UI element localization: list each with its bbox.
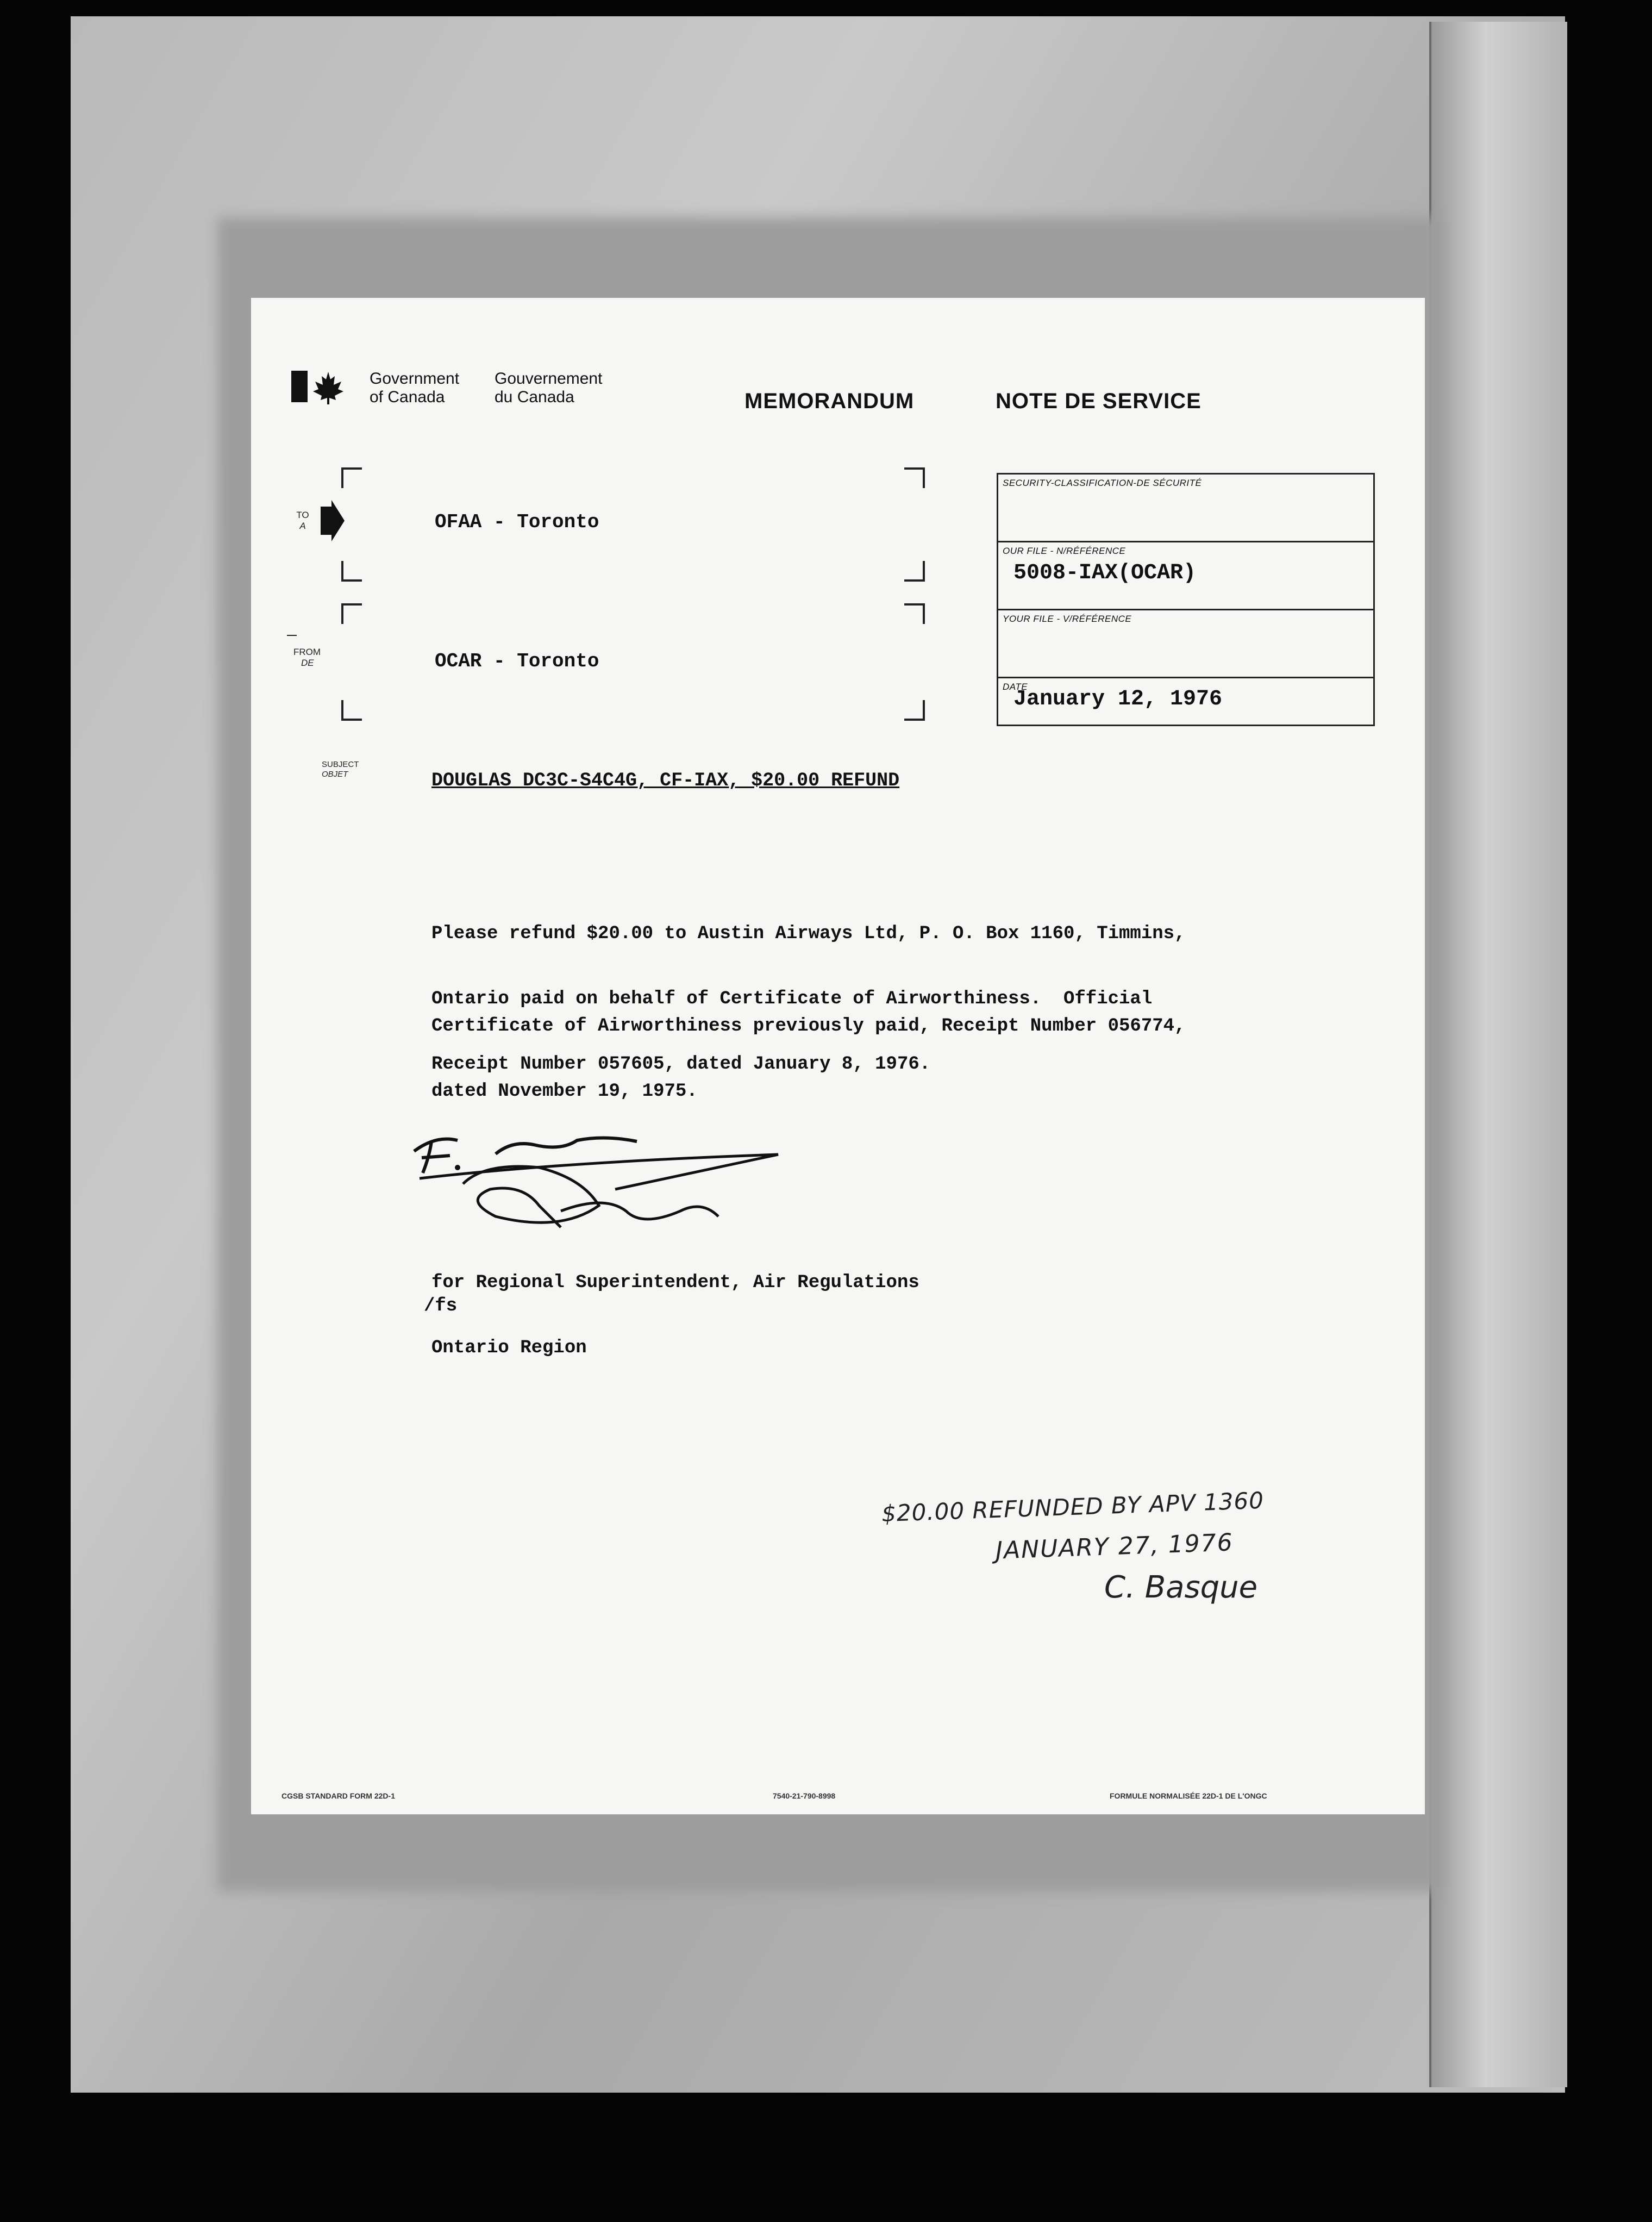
from-bracket-tr [904,603,925,624]
footer-left: CGSB STANDARD FORM 22D-1 [281,1792,395,1800]
para1-line1: Please refund $20.00 to Austin Airways Ltd, P. O. Box 1160, Timmins, [431,923,1186,944]
memo-title-fr: NOTE DE SERVICE [996,389,1202,413]
from-dash [287,635,297,636]
to-arrow-icon [321,500,345,544]
signature-for-line2: Ontario Region [431,1338,587,1358]
signature-for-line1: for Regional Superintendent, Air Regulations [431,1272,919,1293]
to-bracket-br [904,561,925,582]
to-label-fr: A [299,521,306,531]
from-bracket-br [904,700,925,721]
govt-fr-line2: du Canada [495,388,574,406]
security-label: SECURITY-CLASSIFICATION-DE SÉCURITÉ [1003,478,1202,488]
footer-right: FORMULE NORMALISÉE 22D-1 DE L'ONGC [1110,1792,1267,1800]
to-value: OFAA - Toronto [435,511,599,533]
to-bracket-tl [341,467,362,488]
to-bracket-tr [904,467,925,488]
memo-sheet [251,298,1425,1814]
reference-box [997,473,1375,726]
para2-line2: dated November 19, 1975. [431,1081,698,1102]
your-file-cell [998,610,1373,678]
to-label-en: TO [296,510,309,520]
to-bracket-bl [341,561,362,582]
annotation-line1: $20.00 REFUNDED BY APV 1360 [881,1487,1265,1527]
our-file-value: 5008-IAX(OCAR) [1013,561,1197,585]
board-edge [1429,22,1567,2087]
annotation-signature: C. Basque [1104,1570,1258,1605]
para1-line3: Receipt Number 057605, dated January 8, 1976. [431,1054,931,1075]
from-label-fr: DE [301,658,314,668]
annotation-line2: JANUARY 27, 1976 [995,1528,1234,1565]
signature-block [431,1228,919,1402]
our-file-cell [998,542,1373,610]
subject-label-en: SUBJECT [322,760,359,769]
security-cell [998,475,1373,542]
typist-initials: /fs [424,1296,458,1316]
your-file-label: YOUR FILE - V/RÉFÉRENCE [1003,614,1132,624]
footer-center: 7540-21-790-8998 [773,1792,836,1800]
date-label: DATE [1003,682,1028,692]
govt-fr-line1: Gouvernement [495,370,603,388]
para1-line2: Ontario paid on behalf of Certificate of Airworthiness. Official [431,989,1153,1009]
memo-title-en: MEMORANDUM [744,389,915,413]
from-label-en: FROM [293,647,321,657]
from-value: OCAR - Toronto [435,650,599,672]
subject-value: DOUGLAS DC3C-S4C4G, CF-IAX, $20.00 REFUND [431,770,900,791]
govt-en-line1: Government [370,370,460,388]
from-bracket-bl [341,700,362,721]
date-cell [998,678,1373,723]
para2-line1: Certificate of Airworthiness previously paid, Receipt Number 056774, [431,1016,1186,1037]
our-file-label: OUR FILE - N/RÉFÉRENCE [1003,546,1126,556]
from-bracket-tl [341,603,362,624]
govt-en-line2: of Canada [370,388,445,406]
date-value: January 12, 1976 [1013,687,1223,711]
subject-label-fr: OBJET [322,770,348,779]
canada-flag-logo [291,369,351,407]
